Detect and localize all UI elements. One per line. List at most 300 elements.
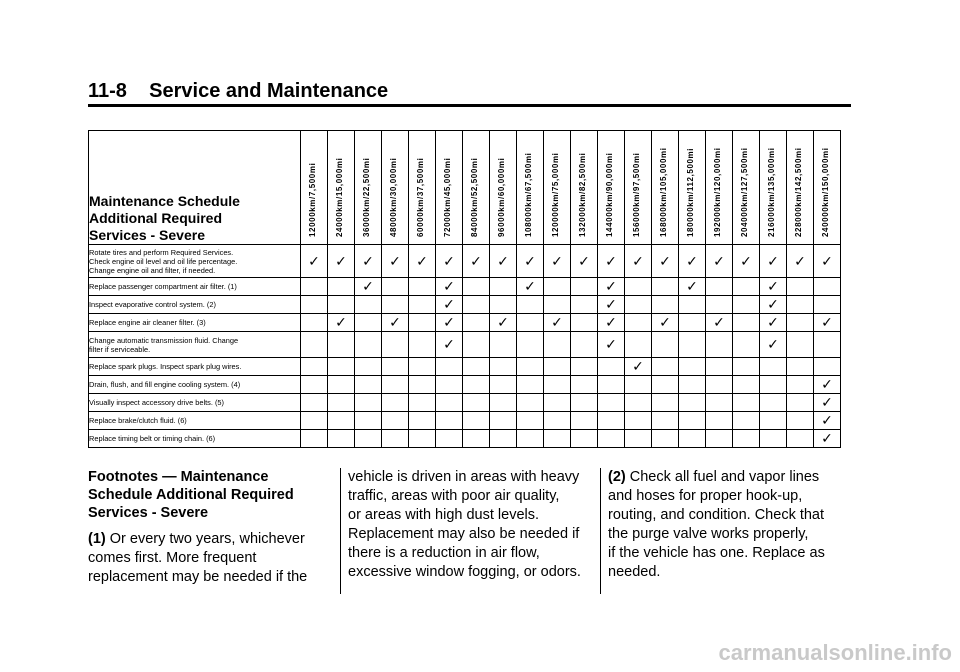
check-mark-cell [625,358,652,376]
empty-cell [652,430,679,448]
interval-header [625,131,652,245]
footnote-text-line: Check all fuel and vapor lines [625,469,820,485]
empty-cell [463,430,490,448]
check-mark-cell [436,314,463,332]
interval-header [463,131,490,245]
footnote-text-line: Replacement may also be needed if [348,526,580,542]
empty-cell [517,358,544,376]
table-header-row [89,131,841,245]
check-icon: ✓ [659,314,671,330]
footnote-text-line: traffic, areas with poor air quality, [348,488,560,504]
empty-cell [355,358,382,376]
empty-cell [625,412,652,430]
check-mark-cell [760,296,787,314]
empty-cell [301,394,328,412]
check-icon: ✓ [551,252,563,269]
check-mark-cell [517,245,544,278]
footnote-text-line: if the vehicle has one. Replace as [608,545,825,561]
page-number: 11-8 [88,80,127,102]
check-mark-cell [301,245,328,278]
empty-cell [355,314,382,332]
footnotes-section [88,468,852,598]
interval-label: 36000km/22,500mi [362,157,371,237]
page-header [88,80,851,108]
empty-cell [490,278,517,296]
table-row [89,332,841,358]
interval-label: 228000km/142,500mi [794,147,803,237]
check-icon: ✓ [443,296,455,312]
service-description-line: Replace passenger compartment air filter. (1) [89,282,237,291]
empty-cell [490,296,517,314]
empty-cell [814,296,841,314]
empty-cell [679,332,706,358]
empty-cell [382,296,409,314]
check-icon: ✓ [605,314,617,330]
schedule-title-line: Services - Severe [89,227,205,243]
service-description [89,430,301,448]
check-mark-cell [787,245,814,278]
check-mark-cell [436,245,463,278]
check-icon: ✓ [470,252,482,269]
empty-cell [355,376,382,394]
empty-cell [301,358,328,376]
interval-header [544,131,571,245]
service-description-line: Replace timing belt or timing chain. (6) [89,434,216,443]
check-mark-cell [760,245,787,278]
empty-cell [301,412,328,430]
empty-cell [733,358,760,376]
table-row [89,430,841,448]
page-title [88,80,388,103]
empty-cell [490,430,517,448]
interval-header [787,131,814,245]
empty-cell [733,314,760,332]
empty-cell [760,412,787,430]
interval-header [814,131,841,245]
empty-cell [733,278,760,296]
empty-cell [652,296,679,314]
empty-cell [463,412,490,430]
footnote-2 [608,468,852,582]
check-mark-cell [598,245,625,278]
empty-cell [598,430,625,448]
footnote-text-line: replacement may be needed if the [88,569,308,585]
empty-cell [679,296,706,314]
empty-cell [409,296,436,314]
empty-cell [328,332,355,358]
check-mark-cell [355,278,382,296]
empty-cell [463,296,490,314]
empty-cell [787,394,814,412]
check-icon: ✓ [443,314,455,330]
check-mark-cell [598,278,625,296]
check-mark-cell [409,245,436,278]
empty-cell [598,376,625,394]
empty-cell [490,376,517,394]
service-description-line: Change engine oil and filter, if needed. [89,265,216,275]
interval-header [436,131,463,245]
footnotes-column-1 [88,468,333,595]
check-icon: ✓ [767,278,779,294]
check-mark-cell [490,314,517,332]
column-divider [340,468,341,594]
footnote-number: (1) [88,531,106,547]
empty-cell [787,332,814,358]
watermark: carmanualsonline.info [718,640,952,665]
service-description-line: Replace engine air cleaner filter. (3) [89,318,206,327]
check-mark-cell [814,314,841,332]
service-description [89,412,301,430]
header-rule [88,104,851,107]
empty-cell [625,314,652,332]
empty-cell [328,376,355,394]
schedule-title-line: Additional Required [89,210,222,226]
empty-cell [517,332,544,358]
interval-label: 24000km/15,000mi [335,157,344,237]
check-icon: ✓ [821,430,833,446]
empty-cell [652,358,679,376]
check-mark-cell [760,314,787,332]
empty-cell [409,394,436,412]
empty-cell [544,358,571,376]
interval-header [301,131,328,245]
service-description-line: Rotate tires and perform Required Services. [89,247,234,257]
empty-cell [706,412,733,430]
empty-cell [490,412,517,430]
empty-cell [436,394,463,412]
check-mark-cell [760,278,787,296]
empty-cell [382,412,409,430]
footnote-text-line: routing, and condition. Check that [608,507,825,523]
check-icon: ✓ [335,252,347,269]
empty-cell [301,376,328,394]
check-mark-cell [814,394,841,412]
empty-cell [544,394,571,412]
empty-cell [598,358,625,376]
check-mark-cell [706,245,733,278]
empty-cell [625,332,652,358]
empty-cell [706,332,733,358]
empty-cell [544,412,571,430]
check-mark-cell [328,245,355,278]
check-mark-cell [706,314,733,332]
empty-cell [760,376,787,394]
check-mark-cell [814,430,841,448]
interval-label: 48000km/30,000mi [389,157,398,237]
table-row [89,358,841,376]
empty-cell [787,358,814,376]
empty-cell [625,278,652,296]
empty-cell [652,278,679,296]
empty-cell [328,358,355,376]
empty-cell [517,394,544,412]
check-icon: ✓ [821,412,833,428]
service-description [89,376,301,394]
empty-cell [679,358,706,376]
empty-cell [706,278,733,296]
check-mark-cell [598,332,625,358]
empty-cell [436,412,463,430]
empty-cell [517,376,544,394]
empty-cell [571,358,598,376]
empty-cell [625,430,652,448]
check-icon: ✓ [767,252,779,269]
check-icon: ✓ [443,336,455,352]
empty-cell [571,430,598,448]
empty-cell [625,376,652,394]
column-divider [600,468,601,594]
check-icon: ✓ [713,252,725,269]
check-mark-cell [355,245,382,278]
empty-cell [571,332,598,358]
service-description-line: Check engine oil level and oil life percentage. [89,256,238,266]
empty-cell [382,394,409,412]
check-icon: ✓ [524,278,536,294]
empty-cell [409,332,436,358]
interval-header [355,131,382,245]
footnote-text-line: comes first. More frequent [88,550,257,566]
interval-label: 144000km/90,000mi [605,152,614,237]
empty-cell [652,394,679,412]
empty-cell [490,394,517,412]
service-description [89,245,301,278]
footnotes-heading-line: Services - Severe [88,505,209,521]
empty-cell [328,412,355,430]
interval-header [652,131,679,245]
empty-cell [760,394,787,412]
interval-header [517,131,544,245]
empty-cell [625,296,652,314]
empty-cell [517,314,544,332]
empty-cell [679,394,706,412]
empty-cell [733,430,760,448]
empty-cell [544,296,571,314]
empty-cell [571,412,598,430]
check-icon: ✓ [551,314,563,330]
empty-cell [706,296,733,314]
empty-cell [490,358,517,376]
empty-cell [652,412,679,430]
service-description-line: filter if serviceable. [89,344,151,354]
footnote-text-line: the purge valve works properly, [608,526,809,542]
check-icon: ✓ [605,252,617,269]
footnotes-heading-line: Footnotes — Maintenance [88,469,269,485]
check-mark-cell [571,245,598,278]
empty-cell [463,376,490,394]
check-icon: ✓ [821,376,833,392]
check-icon: ✓ [632,358,644,374]
empty-cell [301,296,328,314]
empty-cell [733,412,760,430]
check-icon: ✓ [362,278,374,294]
check-icon: ✓ [605,296,617,312]
footnote-text-line: and hoses for proper hook-up, [608,488,803,504]
empty-cell [409,430,436,448]
empty-cell [787,314,814,332]
footnotes-heading [88,468,333,522]
empty-cell [301,278,328,296]
empty-cell [706,394,733,412]
check-icon: ✓ [335,314,347,330]
check-icon: ✓ [578,252,590,269]
check-mark-cell [436,278,463,296]
empty-cell [571,314,598,332]
empty-cell [598,412,625,430]
empty-cell [301,314,328,332]
empty-cell [787,412,814,430]
empty-cell [355,394,382,412]
check-icon: ✓ [605,336,617,352]
empty-cell [679,314,706,332]
empty-cell [463,332,490,358]
check-mark-cell [652,314,679,332]
check-icon: ✓ [740,252,752,269]
check-mark-cell [544,314,571,332]
empty-cell [328,296,355,314]
empty-cell [814,332,841,358]
check-icon: ✓ [821,314,833,330]
interval-label: 156000km/97,500mi [632,152,641,237]
service-description-line: Drain, flush, and fill engine cooling system. (4) [89,380,241,389]
empty-cell [436,430,463,448]
empty-cell [544,332,571,358]
empty-cell [571,376,598,394]
schedule-title-line: Maintenance Schedule [89,193,240,209]
schedule-title [89,131,301,245]
check-mark-cell [544,245,571,278]
interval-header [760,131,787,245]
check-mark-cell [679,278,706,296]
empty-cell [733,394,760,412]
empty-cell [355,332,382,358]
empty-cell [679,412,706,430]
empty-cell [463,278,490,296]
service-description [89,296,301,314]
empty-cell [760,358,787,376]
interval-label: 120000km/75,000mi [551,152,560,237]
empty-cell [355,430,382,448]
check-icon: ✓ [659,252,671,269]
empty-cell [814,358,841,376]
check-mark-cell [652,245,679,278]
table-row [89,245,841,278]
check-icon: ✓ [497,252,509,269]
interval-label: 168000km/105,000mi [659,147,668,237]
empty-cell [679,430,706,448]
empty-cell [328,394,355,412]
interval-label: 96000km/60,000mi [497,157,506,237]
check-icon: ✓ [713,314,725,330]
empty-cell [814,278,841,296]
footnote-1 [88,530,333,587]
empty-cell [652,376,679,394]
check-icon: ✓ [308,252,320,269]
interval-label: 108000km/67,500mi [524,152,533,237]
interval-label: 204000km/127,500mi [740,147,749,237]
check-icon: ✓ [389,252,401,269]
interval-header [490,131,517,245]
check-icon: ✓ [767,296,779,312]
empty-cell [706,430,733,448]
empty-cell [301,332,328,358]
empty-cell [625,394,652,412]
empty-cell [733,296,760,314]
check-icon: ✓ [497,314,509,330]
check-icon: ✓ [794,252,806,269]
interval-label: 216000km/135,000mi [767,147,776,237]
footnotes-heading-line: Schedule Additional Required [88,487,294,503]
empty-cell [706,358,733,376]
check-mark-cell [733,245,760,278]
table-row [89,314,841,332]
empty-cell [517,430,544,448]
check-mark-cell [679,245,706,278]
service-description-line: Change automatic transmission fluid. Change [89,335,239,345]
empty-cell [355,296,382,314]
empty-cell [355,412,382,430]
check-icon: ✓ [605,278,617,294]
empty-cell [544,430,571,448]
check-icon: ✓ [389,314,401,330]
service-description [89,314,301,332]
empty-cell [733,376,760,394]
empty-cell [517,412,544,430]
footnotes-column-2 [348,468,593,582]
empty-cell [787,278,814,296]
table-row [89,376,841,394]
empty-cell [679,376,706,394]
check-mark-cell [382,245,409,278]
interval-label: 72000km/45,000mi [443,157,452,237]
check-mark-cell [436,332,463,358]
empty-cell [598,394,625,412]
empty-cell [706,376,733,394]
interval-header [706,131,733,245]
footnote-number: (2) [608,469,626,485]
empty-cell [463,394,490,412]
empty-cell [787,296,814,314]
check-mark-cell [517,278,544,296]
check-icon: ✓ [767,314,779,330]
empty-cell [382,376,409,394]
interval-label: 60000km/37,500mi [416,157,425,237]
empty-cell [760,430,787,448]
empty-cell [571,278,598,296]
check-mark-cell [490,245,517,278]
table-row [89,394,841,412]
check-mark-cell [328,314,355,332]
check-mark-cell [382,314,409,332]
interval-header [571,131,598,245]
empty-cell [463,314,490,332]
footnote-text-line: or areas with high dust levels. [348,507,540,523]
service-description-line: Replace spark plugs. Inspect spark plug wires. [89,362,242,371]
empty-cell [328,278,355,296]
empty-cell [571,296,598,314]
empty-cell [517,296,544,314]
check-icon: ✓ [524,252,536,269]
interval-header [679,131,706,245]
empty-cell [382,278,409,296]
check-icon: ✓ [443,278,455,294]
empty-cell [544,376,571,394]
interval-label: 240000km/150,000mi [821,147,830,237]
check-icon: ✓ [686,278,698,294]
maintenance-schedule-table [88,130,841,448]
empty-cell [301,430,328,448]
footnote-1-continued [348,468,593,582]
check-icon: ✓ [362,252,374,269]
